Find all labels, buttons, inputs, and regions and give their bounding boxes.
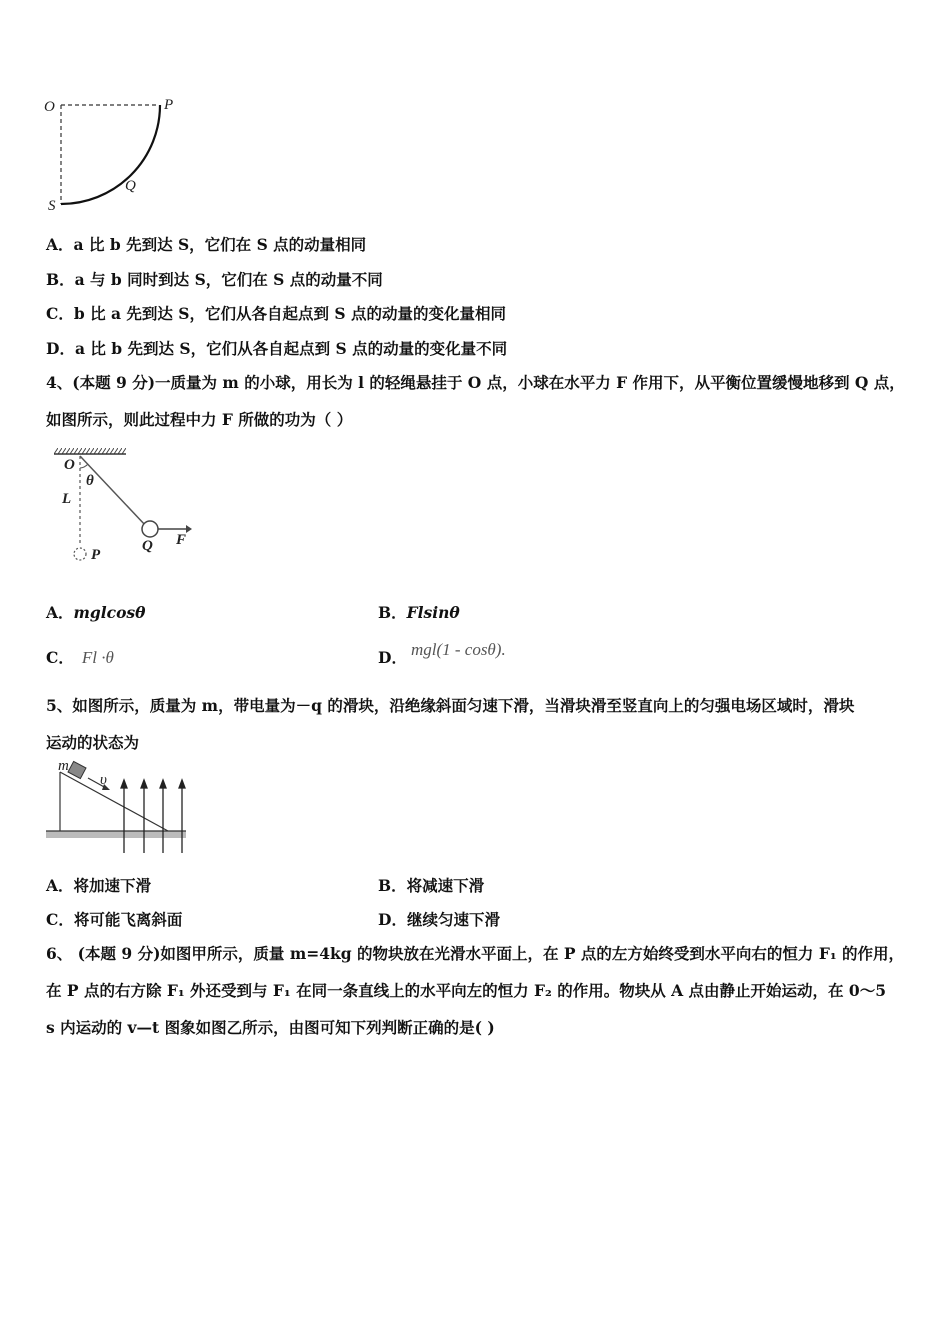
- option-letter: D．: [378, 648, 407, 667]
- option-letter: A．: [46, 603, 74, 622]
- q3-option-a: A．a 比 b 先到达 S，它们在 S 点的动量相同: [46, 235, 367, 254]
- label-theta: θ: [86, 473, 94, 489]
- q5-option-a: A．将加速下滑: [46, 876, 152, 895]
- option-letter: C．: [46, 648, 74, 667]
- label-f: F: [176, 532, 187, 548]
- q6-stem-line2: 在 P 点的右方除 F₁ 外还受到与 F₁ 在同一条直线上的水平向左的恒力 F₂ 的作用。物块从 A 点由静止开始运动，在 0～5: [46, 981, 886, 1000]
- q4-stem-line2: 如图所示，则此过程中力 F 所做的功为（ ）: [46, 410, 353, 429]
- q4-option-d: [378, 640, 506, 668]
- ball-p-dashed: [74, 548, 86, 560]
- slider-block: [68, 761, 86, 778]
- q4-option-a: [46, 603, 146, 623]
- q3-option-b: B．a 与 b 同时到达 S，它们在 S 点的动量不同: [46, 270, 383, 289]
- label-m: m: [58, 758, 69, 774]
- theta-arc: [80, 464, 88, 468]
- q5-stem-line2: 运动的状态为: [46, 733, 140, 752]
- q3-option-d: D．a 比 b 先到达 S，它们从各自起点到 S 点的动量的变化量不同: [46, 339, 508, 358]
- label-p: P: [91, 547, 101, 563]
- q4-option-c: [46, 648, 114, 668]
- arc-curve: [61, 105, 160, 204]
- q4-stem-line1: 4、(本题 9 分)一质量为 m 的小球，用长为 l 的轻绳悬挂于 O 点，小球在水平力 F 作用下，从平衡位置缓慢地移到 Q 点，: [46, 373, 905, 392]
- option-text: Flsinθ: [406, 603, 460, 622]
- label-v: υ: [100, 772, 107, 788]
- label-q: Q: [142, 538, 153, 554]
- option-formula: Fl ·θ: [81, 648, 114, 667]
- q5-stem-line1: 5、如图所示，质量为 m，带电量为－q 的滑块，沿绝缘斜面匀速下滑，当滑块滑至竖直向上的匀强电场区域时，滑块: [46, 696, 855, 715]
- incline-field-figure: [44, 758, 190, 858]
- q3-option-c: C．b 比 a 先到达 S，它们从各自起点到 S 点的动量的变化量相同: [46, 304, 506, 323]
- incline-slope: [60, 772, 168, 831]
- label-l: L: [62, 491, 72, 507]
- force-arrow-head: [186, 525, 192, 533]
- ball-q: [142, 521, 158, 537]
- ground: [46, 831, 186, 838]
- ceiling-hatch: [54, 448, 126, 454]
- string-line: [80, 456, 146, 526]
- q5-option-c: C．将可能飞离斜面: [46, 910, 183, 929]
- label-o: O: [64, 457, 75, 473]
- option-text: mglcosθ: [73, 603, 146, 622]
- label-q: Q: [125, 178, 136, 194]
- label-s: S: [48, 198, 56, 214]
- label-o: O: [44, 99, 55, 115]
- field-lines: [121, 780, 185, 853]
- q5-option-b: B．将减速下滑: [378, 876, 485, 895]
- q6-stem-line3: s 内运动的 v—t 图象如图乙所示，由图可知下列判断正确的是( ): [46, 1018, 495, 1037]
- quarter-circle-figure: [40, 92, 180, 217]
- pendulum-figure: [46, 442, 206, 572]
- q5-option-d: D．继续匀速下滑: [378, 910, 500, 929]
- option-formula: mgl(1 - cosθ).: [410, 640, 506, 659]
- option-letter: B．: [378, 603, 407, 622]
- label-p: P: [164, 97, 174, 113]
- q4-option-b: [378, 603, 460, 623]
- q6-stem-line1: 6、 (本题 9 分)如图甲所示，质量 m=4kg 的物块放在光滑水平面上，在 P 点的左方始终受到水平向右的恒力 F₁ 的作用，: [46, 944, 905, 963]
